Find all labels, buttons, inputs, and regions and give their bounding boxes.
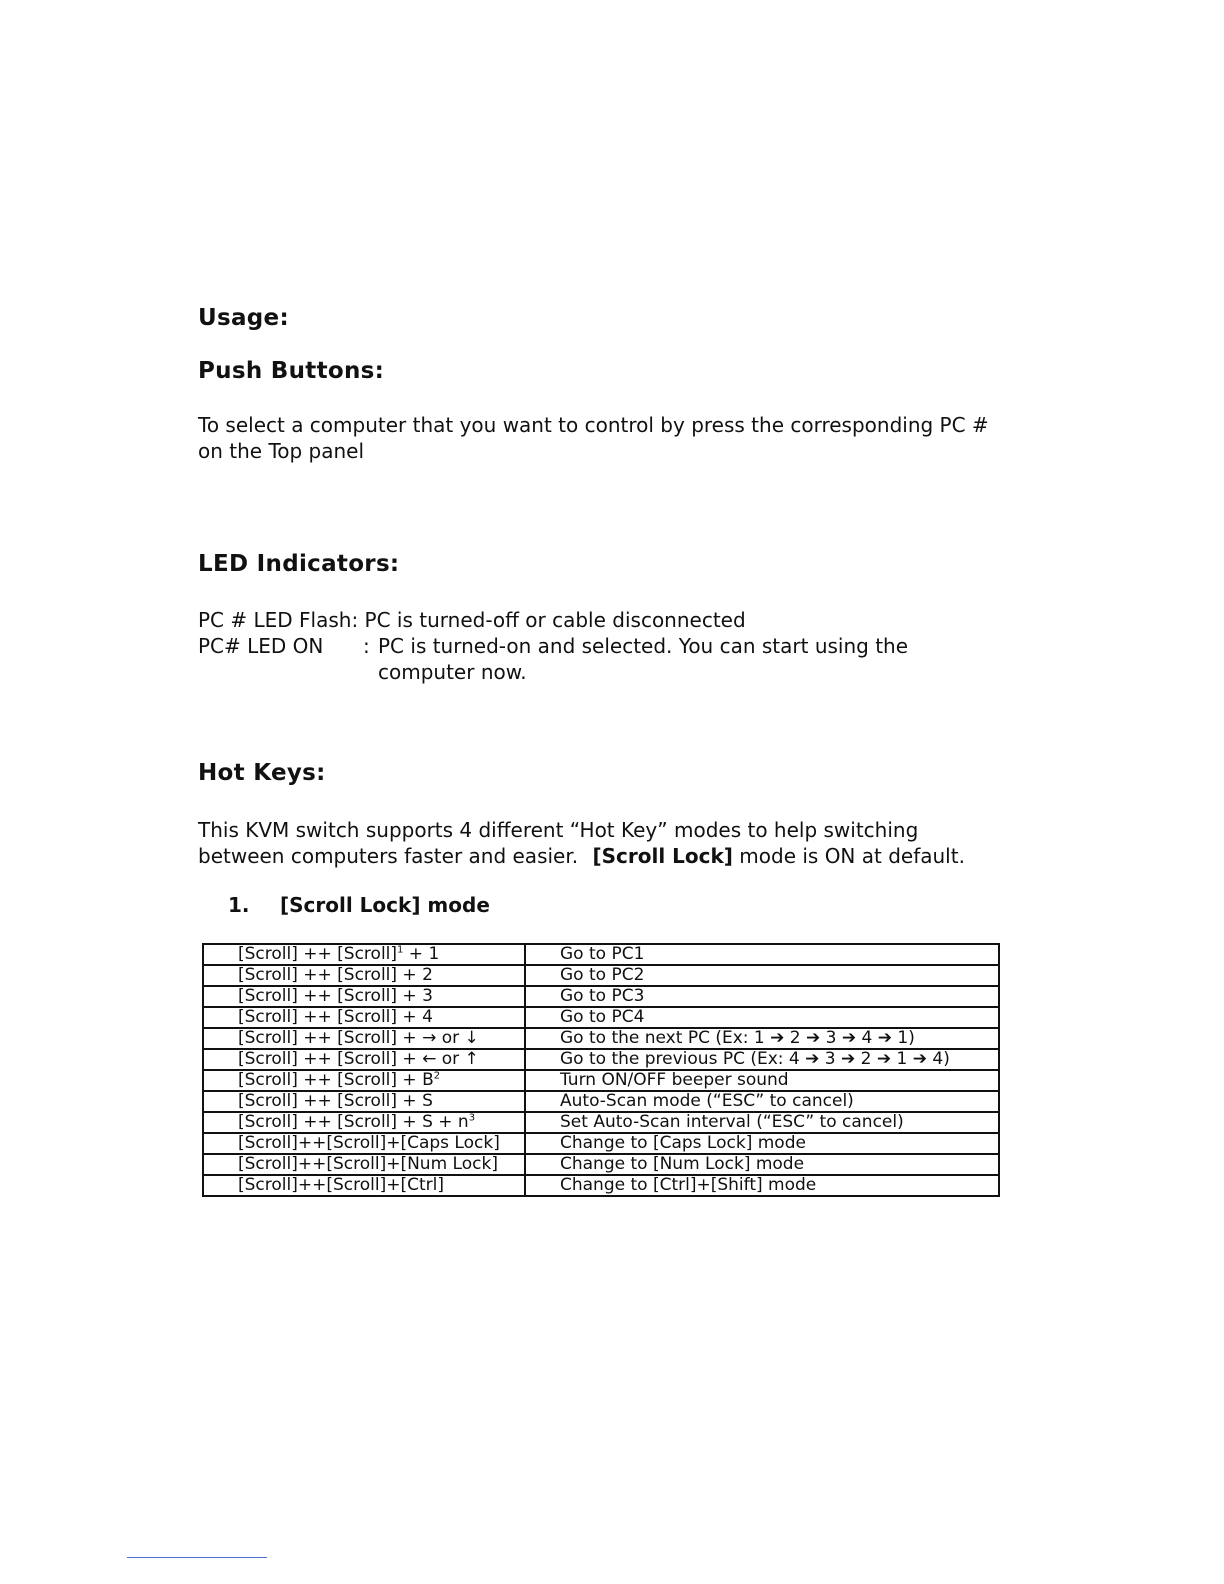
hotkey-combo-suffix: + 1 — [403, 944, 440, 964]
push-buttons-text — [198, 412, 989, 464]
footnote-marker: 2 — [433, 1070, 441, 1082]
table-row — [203, 1154, 999, 1175]
hotkey-combo-cell — [203, 1154, 525, 1175]
hotkey-action: Go to PC1 — [560, 944, 645, 964]
hot-keys-intro-line-2 — [198, 843, 965, 869]
hotkey-action: Go to the next PC (Ex: 1 ➔ 2 ➔ 3 ➔ 4 ➔ 1) — [560, 1028, 915, 1048]
hotkey-combo: [Scroll] ++ [Scroll] + → or ↓ — [238, 1028, 479, 1048]
hot-keys-intro — [198, 817, 965, 869]
hotkey-combo-cell — [203, 944, 525, 965]
hotkey-combo: [Scroll] ++ [Scroll] + B — [238, 1070, 434, 1090]
hotkey-combo-cell — [203, 1091, 525, 1112]
table-row — [203, 1028, 999, 1049]
hotkey-combo: [Scroll] ++ [Scroll] — [238, 944, 398, 964]
push-buttons-heading: Push Buttons: — [198, 358, 385, 384]
mode-title: [Scroll Lock] mode — [280, 893, 490, 917]
hotkey-combo-cell — [203, 965, 525, 986]
hotkey-action-cell — [525, 965, 999, 986]
push-buttons-line-2: on the Top panel — [198, 439, 365, 463]
led-on-text-line-2: computer now. — [378, 660, 527, 684]
table-row — [203, 965, 999, 986]
hotkey-action-cell — [525, 1007, 999, 1028]
hotkey-action: Change to [Caps Lock] mode — [560, 1133, 806, 1153]
hotkey-combo: [Scroll] ++ [Scroll] + S — [238, 1091, 433, 1111]
hotkey-combo-cell — [203, 1070, 525, 1091]
led-on-colon: : — [363, 634, 370, 658]
led-on-text-line-1: PC is turned-on and selected. You can start using the — [378, 634, 909, 658]
hotkey-action: Change to [Ctrl]+[Shift] mode — [560, 1175, 817, 1195]
hotkey-action-cell — [525, 1133, 999, 1154]
hotkey-combo: [Scroll] ++ [Scroll] + 2 — [238, 965, 433, 985]
usage-heading: Usage: — [198, 305, 289, 331]
hotkey-action: Auto-Scan mode (“ESC” to cancel) — [560, 1091, 854, 1111]
hotkey-action-cell — [525, 986, 999, 1007]
hotkey-action: Go to PC2 — [560, 965, 645, 985]
table-row — [203, 944, 999, 965]
table-row — [203, 1007, 999, 1028]
hotkey-combo: [Scroll] ++ [Scroll] + ← or ↑ — [238, 1049, 479, 1069]
table-row — [203, 1133, 999, 1154]
table-row — [203, 1091, 999, 1112]
hot-keys-intro-b: mode is ON at default. — [739, 844, 965, 868]
hot-keys-intro-a: between computers faster and easier. — [198, 844, 579, 868]
led-on-label: PC# LED ON — [198, 634, 324, 658]
hotkey-action: Change to [Num Lock] mode — [560, 1154, 805, 1174]
hot-keys-heading: Hot Keys: — [198, 760, 326, 786]
led-on-text — [378, 633, 908, 685]
push-buttons-line-1: To select a computer that you want to control by press the corresponding PC # — [198, 413, 989, 437]
hotkey-combo-cell — [203, 1133, 525, 1154]
hot-keys-intro-line-1: This KVM switch supports 4 different “Hot Key” modes to help switching — [198, 818, 919, 842]
hotkey-action-cell — [525, 1112, 999, 1133]
hotkey-action-cell — [525, 1175, 999, 1196]
hotkey-action-cell — [525, 1091, 999, 1112]
hotkey-combo: [Scroll] ++ [Scroll] + 4 — [238, 1007, 433, 1027]
led-indicators-heading: LED Indicators: — [198, 551, 400, 577]
hotkey-action: Set Auto-Scan interval (“ESC” to cancel) — [560, 1112, 904, 1132]
led-flash-label: PC # LED Flash: — [198, 608, 359, 632]
table-row — [203, 1175, 999, 1196]
table-row — [203, 1049, 999, 1070]
hotkey-combo-cell — [203, 1049, 525, 1070]
hot-keys-intro-bold: [Scroll Lock] — [592, 844, 733, 868]
hotkey-combo-cell — [203, 1007, 525, 1028]
hotkey-action-cell — [525, 1070, 999, 1091]
hotkey-combo: [Scroll] ++ [Scroll] + S + n — [238, 1112, 469, 1132]
hotkey-combo-cell — [203, 1112, 525, 1133]
hotkey-action: Go to the previous PC (Ex: 4 ➔ 3 ➔ 2 ➔ 1 ➔ 4) — [560, 1049, 950, 1069]
hotkey-combo-cell — [203, 1175, 525, 1196]
table-row — [203, 1070, 999, 1091]
hotkey-combo: [Scroll]++[Scroll]+[Caps Lock] — [238, 1133, 500, 1153]
hotkey-action-cell — [525, 944, 999, 965]
led-flash-text: PC is turned-off or cable disconnected — [364, 608, 746, 632]
mode-number: 1. — [228, 893, 250, 917]
footnote-marker: 1 — [397, 944, 404, 956]
hotkey-combo: [Scroll] ++ [Scroll] + 3 — [238, 986, 433, 1006]
footnote-marker: 3 — [468, 1112, 476, 1124]
hotkey-action-cell — [525, 1154, 999, 1175]
hotkey-table — [202, 943, 1000, 1197]
table-row — [203, 986, 999, 1007]
table-row — [203, 1112, 999, 1133]
led-flash-row — [198, 607, 746, 633]
hotkey-action-cell — [525, 1028, 999, 1049]
hotkey-action-cell — [525, 1049, 999, 1070]
hotkey-combo: [Scroll]++[Scroll]+[Num Lock] — [238, 1154, 498, 1174]
footer-line — [127, 1557, 267, 1558]
hotkey-combo-cell — [203, 1028, 525, 1049]
hotkey-combo-cell — [203, 986, 525, 1007]
hotkey-action: Go to PC4 — [560, 1007, 645, 1027]
hotkey-combo: [Scroll]++[Scroll]+[Ctrl] — [238, 1175, 444, 1195]
hotkey-action: Go to PC3 — [560, 986, 645, 1006]
hotkey-action: Turn ON/OFF beeper sound — [560, 1070, 789, 1090]
